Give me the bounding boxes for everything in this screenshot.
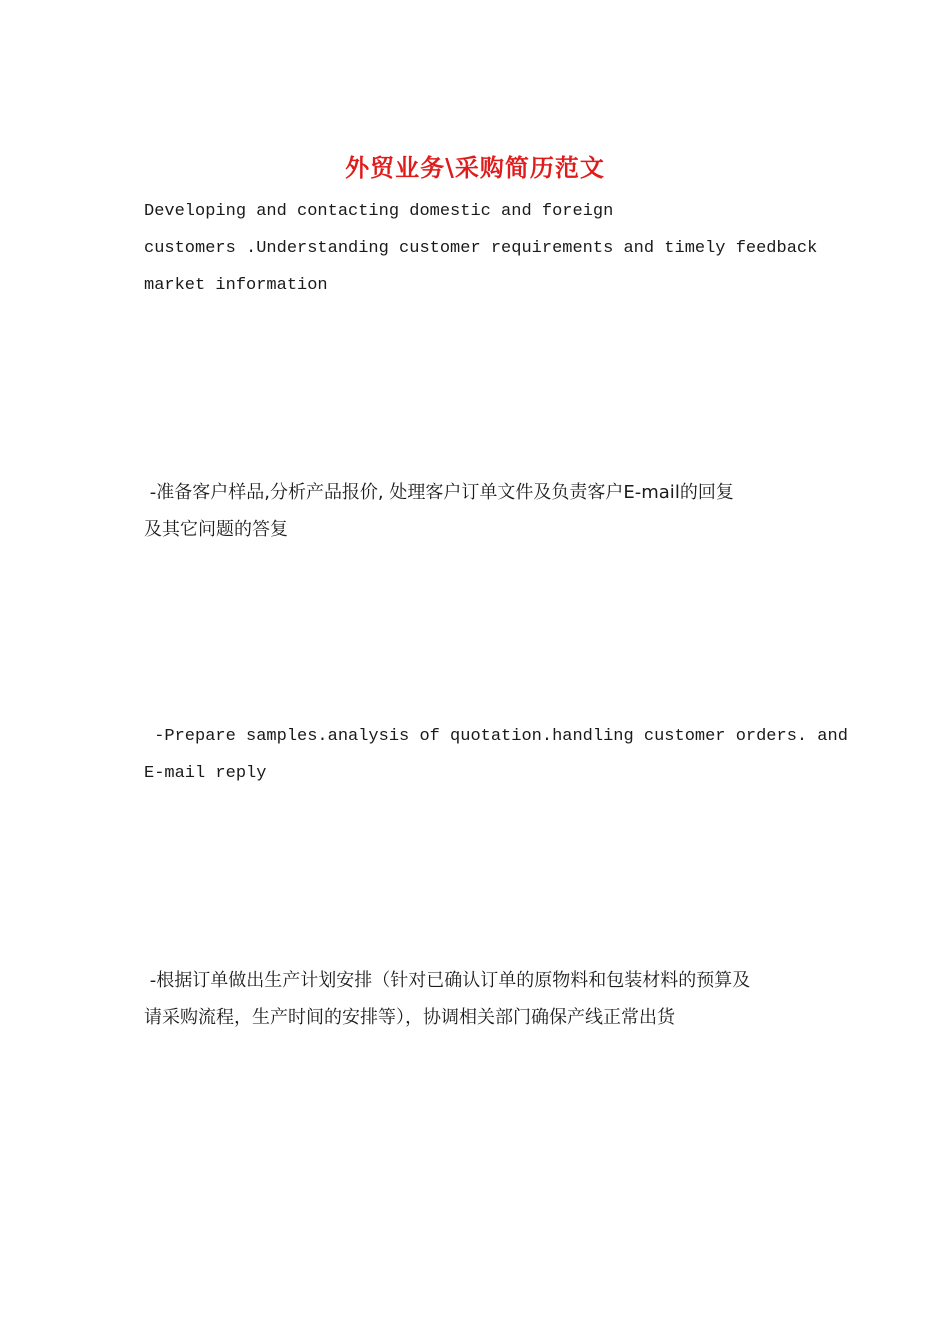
document-title: 外贸业务\采购简历范文 (345, 153, 605, 182)
paragraph-line: E-mail reply (144, 764, 267, 783)
paragraph-line: -Prepare samples.analysis of quotation.handling customer orders. and (144, 727, 848, 746)
paragraph-line: -准备客户样品,分析产品报价, 处理客户订单文件及负责客户E-mail的回复 (144, 482, 734, 503)
paragraph-samples-quotation-cn (144, 474, 814, 548)
paragraph-line: customers .Understanding customer requirements and timely feedback (144, 239, 818, 258)
paragraph-line: -根据订单做出生产计划安排（针对已确认订单的原物料和包装材料的预算及 (144, 970, 751, 991)
paragraph-line: market information (144, 276, 328, 295)
paragraph-line: Developing and contacting domestic and foreign (144, 202, 614, 221)
paragraph-customer-development (144, 193, 818, 304)
paragraph-production-planning-cn (144, 962, 814, 1036)
paragraph-line: 及其它问题的答复 (144, 519, 288, 540)
paragraph-line: 请采购流程，生产时间的安排等），协调相关部门确保产线正常出货 (144, 1007, 675, 1028)
paragraph-samples-quotation-en (144, 718, 848, 792)
